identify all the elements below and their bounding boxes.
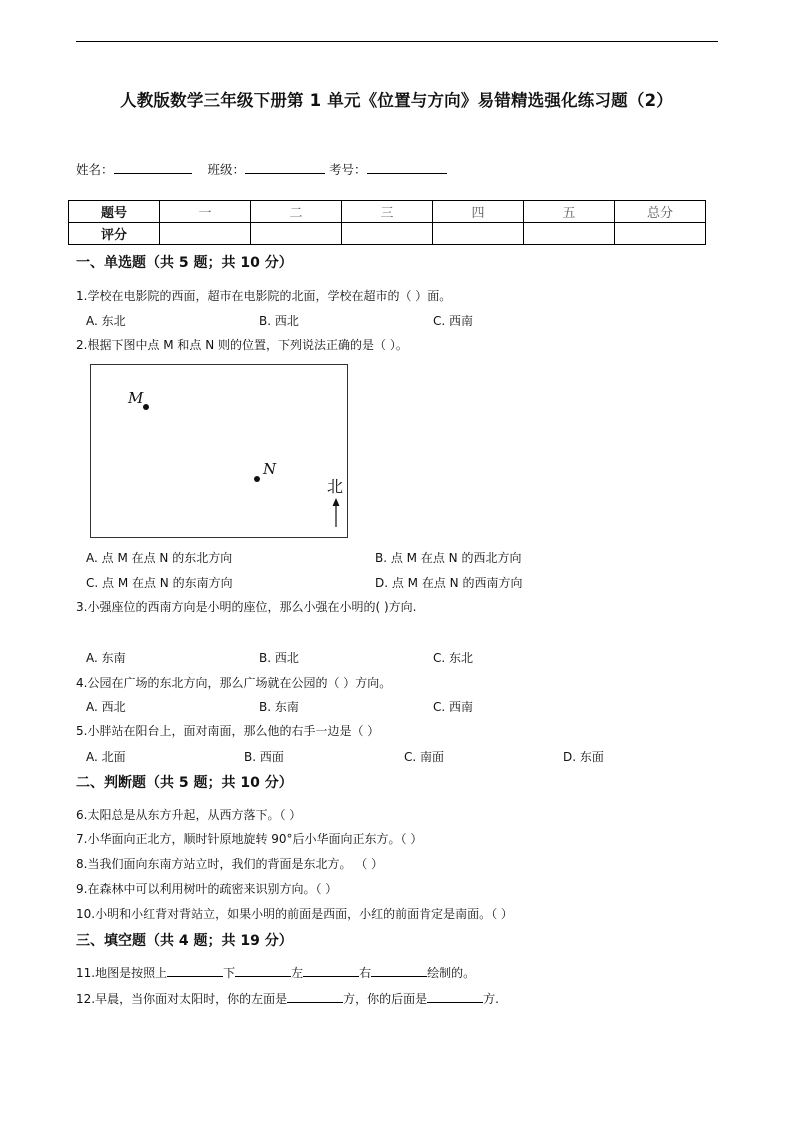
question-1-stem: 1.学校在电影院的西面，超市在电影院的北面，学校在超市的（ ）面。	[76, 289, 452, 303]
q11-suffix: 绘制的。	[427, 966, 476, 980]
section-heading-1: 一、单选题（共 5 题；共 10 分）	[76, 255, 293, 271]
table-header-cell: 五	[524, 201, 615, 223]
question-11	[76, 963, 475, 981]
page-title: 人教版数学三年级下册第 1 单元《位置与方向》易错精选强化练习题（2）	[120, 91, 673, 110]
q12-suffix: 方.	[483, 992, 499, 1006]
position-figure	[90, 364, 348, 538]
question-3-stem: 3.小强座位的西南方向是小明的座位，那么小强在小明的( )方向.	[76, 600, 417, 614]
q11-blank-2[interactable]	[235, 963, 291, 977]
q12-prefix: 12.早晨，当你面对太阳时，你的左面是	[76, 992, 288, 1006]
q11-word-down: 下	[223, 966, 236, 980]
table-header-cell: 三	[342, 201, 433, 223]
question-5-stem: 5.小胖站在阳台上，面对南面，那么他的右手一边是（ ）	[76, 724, 380, 738]
class-label: 班级：	[207, 162, 245, 177]
q12-blank-1[interactable]	[287, 989, 343, 1003]
q3-option-b[interactable]: B. 西北	[259, 651, 299, 665]
q5-option-a[interactable]: A. 北面	[86, 750, 126, 764]
q1-option-a[interactable]: A. 东北	[86, 314, 126, 328]
name-field[interactable]	[114, 160, 192, 174]
exam-number-label: 考号：	[328, 162, 367, 177]
score-cell[interactable]	[433, 223, 524, 245]
score-cell[interactable]	[160, 223, 251, 245]
table-header-cell: 一	[160, 201, 251, 223]
class-field[interactable]	[245, 160, 325, 174]
q3-option-a[interactable]: A. 东南	[86, 651, 126, 665]
point-n	[254, 476, 260, 482]
judge-item: 10.小明和小红背对背站立，如果小明的前面是西面，小红的前面肯定是南面。（ ）	[76, 907, 513, 921]
q2-option-d[interactable]: D. 点 M 在点 N 的西南方向	[375, 576, 523, 590]
table-header-cell: 二	[251, 201, 342, 223]
point-m-label: M	[128, 389, 144, 407]
q11-blank-1[interactable]	[167, 963, 223, 977]
point-n-label: N	[263, 460, 277, 478]
q11-prefix: 11.地图是按照上	[76, 966, 168, 980]
score-table	[68, 200, 706, 245]
score-row-label: 评分	[69, 223, 160, 245]
name-label: 姓名：	[76, 162, 114, 177]
q11-blank-4[interactable]	[371, 963, 427, 977]
score-table-row	[69, 223, 706, 245]
judge-item: 9.在森林中可以利用树叶的疏密来识别方向。（ ）	[76, 882, 338, 896]
q4-option-c[interactable]: C. 西南	[433, 700, 474, 714]
table-header-cell: 四	[433, 201, 524, 223]
score-cell[interactable]	[615, 223, 706, 245]
score-table-header-row	[69, 201, 706, 223]
student-info-line	[76, 160, 447, 178]
question-12	[76, 989, 499, 1007]
q2-option-b[interactable]: B. 点 M 在点 N 的西北方向	[375, 551, 522, 565]
section-heading-2: 二、判断题（共 5 题；共 10 分）	[76, 775, 293, 791]
judge-item: 8.当我们面向东南方站立时，我们的背面是东北方。 （ ）	[76, 857, 384, 871]
q1-option-c[interactable]: C. 西南	[433, 314, 474, 328]
table-header-cell: 题号	[69, 201, 160, 223]
q1-option-b[interactable]: B. 西北	[259, 314, 299, 328]
north-arrow-icon	[333, 498, 340, 506]
q11-blank-3[interactable]	[303, 963, 359, 977]
q11-word-left: 左	[291, 966, 304, 980]
question-2-stem: 2.根据下图中点 M 和点 N 则的位置，下列说法正确的是（ ）。	[76, 338, 408, 352]
table-header-cell: 总分	[615, 201, 706, 223]
exam-number-field[interactable]	[367, 160, 447, 174]
score-cell[interactable]	[524, 223, 615, 245]
q3-option-c[interactable]: C. 东北	[433, 651, 474, 665]
judge-item: 7.小华面向正北方，顺时针原地旋转 90°后小华面向正东方。（ ）	[76, 832, 423, 846]
north-label: 北	[327, 477, 344, 496]
q5-option-c[interactable]: C. 南面	[404, 750, 445, 764]
q5-option-b[interactable]: B. 西面	[244, 750, 284, 764]
section-heading-3: 三、填空题（共 4 题；共 19 分）	[76, 933, 293, 949]
q12-mid: 方，你的后面是	[343, 992, 428, 1006]
score-cell[interactable]	[342, 223, 433, 245]
q2-option-a[interactable]: A. 点 M 在点 N 的东北方向	[86, 551, 233, 565]
score-cell[interactable]	[251, 223, 342, 245]
q4-option-a[interactable]: A. 西北	[86, 700, 126, 714]
q4-option-b[interactable]: B. 东南	[259, 700, 299, 714]
q5-option-d[interactable]: D. 东面	[563, 750, 604, 764]
q12-blank-2[interactable]	[427, 989, 483, 1003]
q2-option-c[interactable]: C. 点 M 在点 N 的东南方向	[86, 576, 233, 590]
judge-item: 6.太阳总是从东方升起，从西方落下。（ ）	[76, 808, 302, 822]
question-4-stem: 4.公园在广场的东北方向，那么广场就在公园的（ ）方向。	[76, 676, 392, 690]
header-rule	[76, 41, 718, 42]
point-m	[143, 404, 149, 410]
q11-word-right: 右	[359, 966, 372, 980]
